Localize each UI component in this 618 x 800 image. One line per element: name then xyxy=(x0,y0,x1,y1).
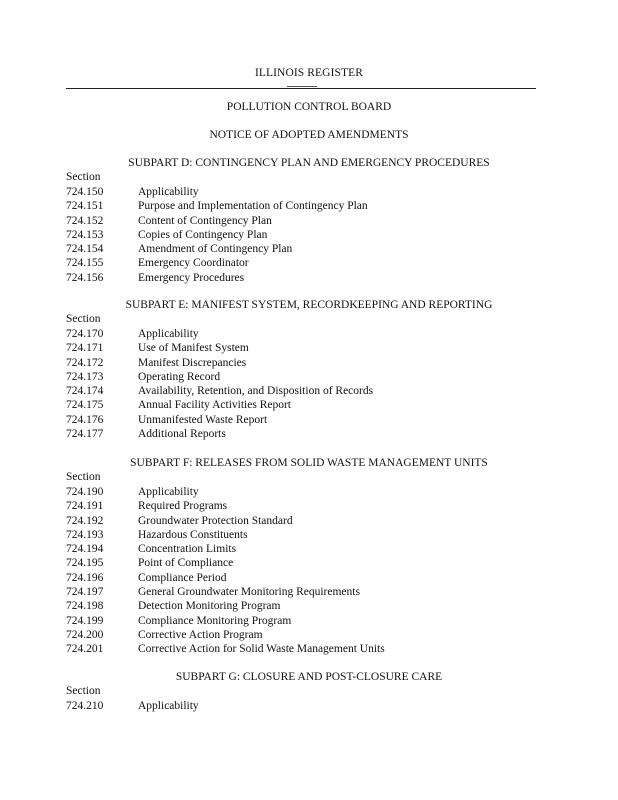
section-title: Availability, Retention, and Disposition of Records xyxy=(138,385,374,398)
header-rule-mark xyxy=(287,86,317,87)
section-title: Required Programs xyxy=(138,500,228,513)
section-title: Applicability xyxy=(138,186,199,198)
section-number: 724.201 xyxy=(66,643,104,656)
list-item xyxy=(66,398,546,412)
notice-title: NOTICE OF ADOPTED AMENDMENTS xyxy=(209,129,409,141)
list-item xyxy=(66,642,546,656)
section-number: 724.173 xyxy=(66,370,104,383)
section-title: Compliance Period xyxy=(138,571,227,584)
section-number: 724.171 xyxy=(66,342,104,355)
subpart-e-list xyxy=(66,327,546,441)
subpart-d-list xyxy=(66,185,546,285)
subpart-g-heading: SUBPART G: CLOSURE AND POST-CLOSURE CARE xyxy=(175,671,443,683)
section-number: 724.194 xyxy=(66,543,104,556)
section-title: Emergency Procedures xyxy=(138,271,245,284)
section-title: Copies of Contingency Plan xyxy=(138,228,268,241)
list-item xyxy=(66,199,546,213)
section-title: Purpose and Implementation of Contingency Plan xyxy=(138,200,368,213)
section-title: Compliance Monitoring Program xyxy=(138,614,292,627)
section-number: 724.154 xyxy=(66,243,104,256)
section-title: Applicability xyxy=(138,700,199,712)
section-number: 724.175 xyxy=(66,399,104,412)
section-number: 724.193 xyxy=(66,528,104,541)
list-item xyxy=(66,499,546,513)
section-title: Corrective Action for Solid Waste Management Units xyxy=(138,643,385,656)
list-item xyxy=(66,413,546,427)
section-number: 724.177 xyxy=(66,428,104,441)
section-number: 724.190 xyxy=(66,486,104,498)
section-label: Section xyxy=(66,685,101,697)
section-number: 724.152 xyxy=(66,214,104,227)
section-number: 724.176 xyxy=(66,413,104,426)
section-number: 724.172 xyxy=(66,356,104,369)
section-number: 724.192 xyxy=(66,514,104,527)
list-item xyxy=(66,585,546,599)
section-number: 724.200 xyxy=(66,628,104,641)
section-number: 724.210 xyxy=(66,700,104,712)
section-number: 724.199 xyxy=(66,614,104,627)
list-item xyxy=(66,256,546,270)
list-item xyxy=(66,614,546,628)
section-number: 724.156 xyxy=(66,271,104,284)
list-item xyxy=(66,571,546,585)
section-title: Amendment of Contingency Plan xyxy=(138,243,293,256)
section-title: Detection Monitoring Program xyxy=(138,600,281,613)
section-title: Content of Contingency Plan xyxy=(138,214,272,227)
section-title: Annual Facility Activities Report xyxy=(138,399,291,412)
board-title: POLLUTION CONTROL BOARD xyxy=(226,101,392,113)
list-item xyxy=(66,341,546,355)
list-item xyxy=(66,556,546,570)
register-header: ILLINOIS REGISTER xyxy=(254,67,364,79)
list-item xyxy=(66,485,546,499)
section-title: Applicability xyxy=(138,486,199,498)
section-number: 724.198 xyxy=(66,600,104,613)
section-title: Additional Reports xyxy=(138,428,226,441)
list-item xyxy=(66,542,546,556)
section-label: Section xyxy=(66,471,101,483)
list-item xyxy=(66,699,546,713)
list-item xyxy=(66,514,546,528)
section-title: Use of Manifest System xyxy=(138,342,249,355)
subpart-g-list xyxy=(66,699,546,713)
list-item xyxy=(66,214,546,228)
section-number: 724.174 xyxy=(66,385,104,398)
section-title: Manifest Discrepancies xyxy=(138,356,247,369)
section-label: Section xyxy=(66,171,101,183)
section-title: Concentration Limits xyxy=(138,543,237,556)
subpart-d-heading: SUBPART D: CONTINGENCY PLAN AND EMERGENCY PROCEDURES xyxy=(128,157,490,169)
section-label: Section xyxy=(66,313,101,325)
list-item xyxy=(66,271,546,285)
section-title: Hazardous Constituents xyxy=(138,528,248,541)
list-item xyxy=(66,427,546,441)
section-number: 724.196 xyxy=(66,571,104,584)
list-item xyxy=(66,384,546,398)
section-title: Corrective Action Program xyxy=(138,628,263,641)
list-item xyxy=(66,356,546,370)
list-item xyxy=(66,370,546,384)
section-title: General Groundwater Monitoring Requirements xyxy=(138,586,360,599)
list-item xyxy=(66,528,546,542)
subpart-f-heading: SUBPART F: RELEASES FROM SOLID WASTE MANAGEMENT UNITS xyxy=(130,457,488,469)
subpart-f-list xyxy=(66,485,546,657)
section-number: 724.151 xyxy=(66,200,104,213)
section-number: 724.191 xyxy=(66,500,104,513)
list-item xyxy=(66,327,546,341)
list-item xyxy=(66,242,546,256)
header-rule xyxy=(66,88,536,89)
section-title: Unmanifested Waste Report xyxy=(138,413,268,426)
section-number: 724.170 xyxy=(66,328,104,340)
section-title: Applicability xyxy=(138,328,199,340)
section-title: Groundwater Protection Standard xyxy=(138,514,293,527)
list-item xyxy=(66,228,546,242)
section-number: 724.155 xyxy=(66,257,104,270)
list-item xyxy=(66,599,546,613)
list-item xyxy=(66,185,546,199)
section-title: Operating Record xyxy=(138,370,221,383)
section-number: 724.197 xyxy=(66,586,104,599)
section-number: 724.153 xyxy=(66,228,104,241)
section-title: Emergency Coordinator xyxy=(138,257,249,270)
section-title: Point of Compliance xyxy=(138,557,234,570)
section-number: 724.150 xyxy=(66,186,104,198)
list-item xyxy=(66,628,546,642)
section-number: 724.195 xyxy=(66,557,104,570)
subpart-e-heading: SUBPART E: MANIFEST SYSTEM, RECORDKEEPING AND REPORTING xyxy=(125,299,493,311)
